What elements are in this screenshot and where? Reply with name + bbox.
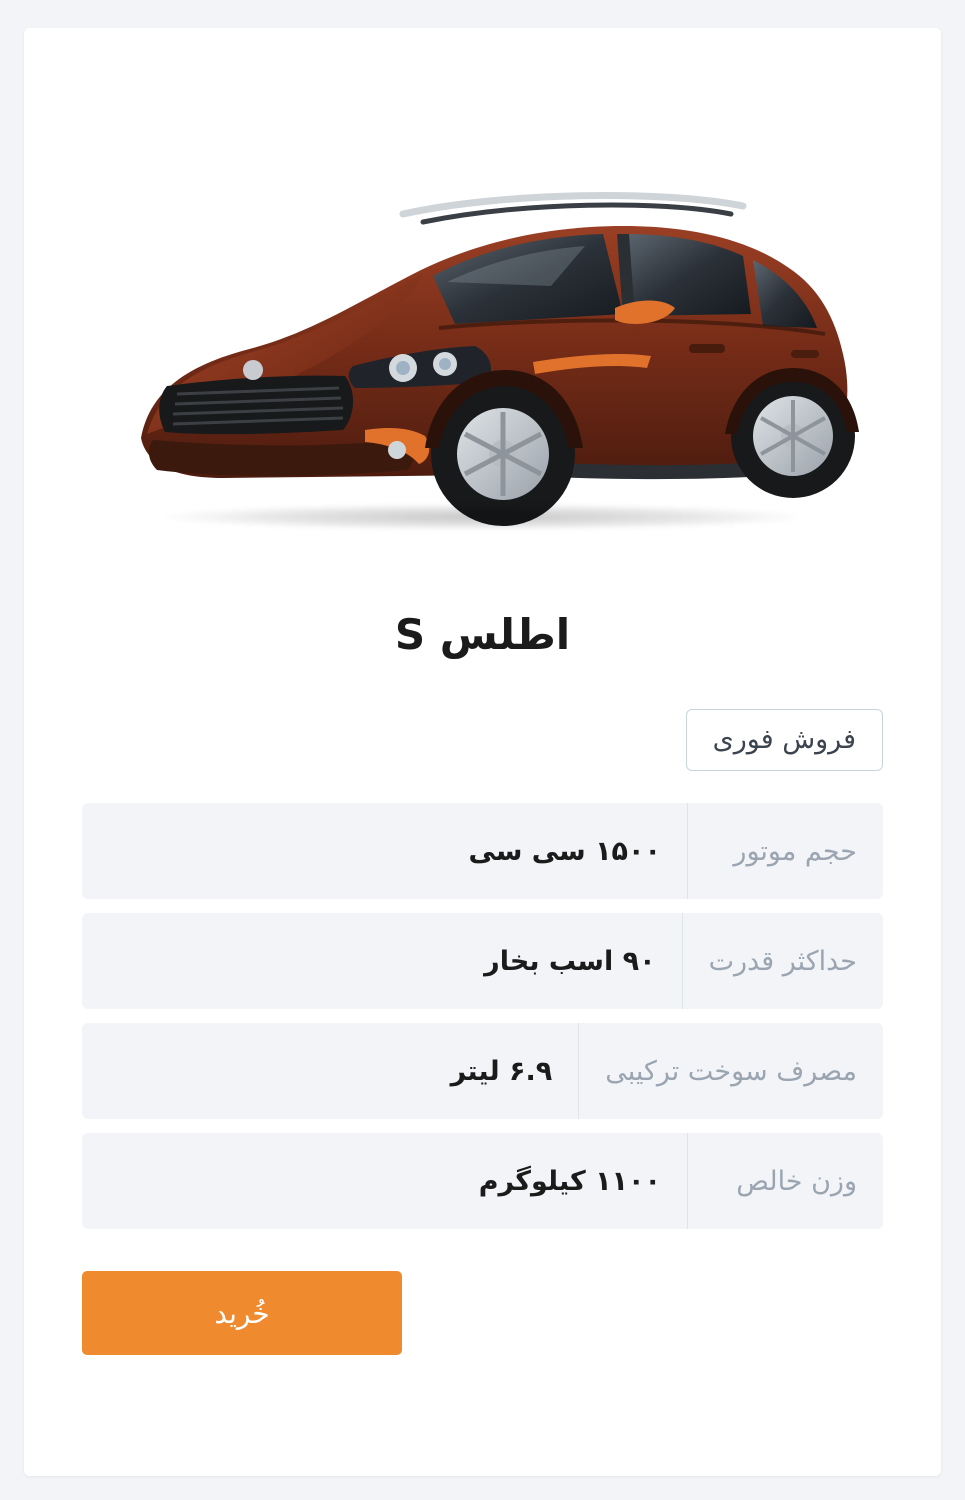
car-photo (103, 148, 863, 548)
table-row (82, 1133, 883, 1229)
spec-label-max-power: حداکثر قدرت (682, 913, 883, 1009)
spec-value-fuel-consumption: ۶.۹ لیتر (450, 1055, 553, 1087)
spec-value-net-weight: ۱۱۰۰ کیلوگرم (478, 1165, 661, 1197)
page-title: اطلس S (394, 610, 571, 659)
table-row (82, 913, 883, 1009)
table-row (82, 1023, 883, 1119)
spec-label-engine-volume: حجم موتور (687, 803, 883, 899)
table-row (82, 803, 883, 899)
buy-button[interactable]: خُرید (82, 1271, 402, 1355)
spec-table (82, 803, 883, 1229)
spec-label-fuel-consumption: مصرف سوخت ترکیبی (578, 1023, 883, 1119)
spec-label-net-weight: وزن خالص (687, 1133, 883, 1229)
car-shadow (163, 504, 803, 530)
buy-row (82, 1271, 883, 1355)
product-card (24, 28, 941, 1476)
spec-value-max-power: ۹۰ اسب بخار (484, 945, 656, 977)
car-illustration-svg (103, 148, 863, 548)
status-badge: فروش فوری (686, 709, 883, 771)
product-image-area (24, 28, 941, 588)
spec-value-engine-volume: ۱۵۰۰ سی سی (468, 835, 661, 867)
badge-row (24, 659, 941, 771)
